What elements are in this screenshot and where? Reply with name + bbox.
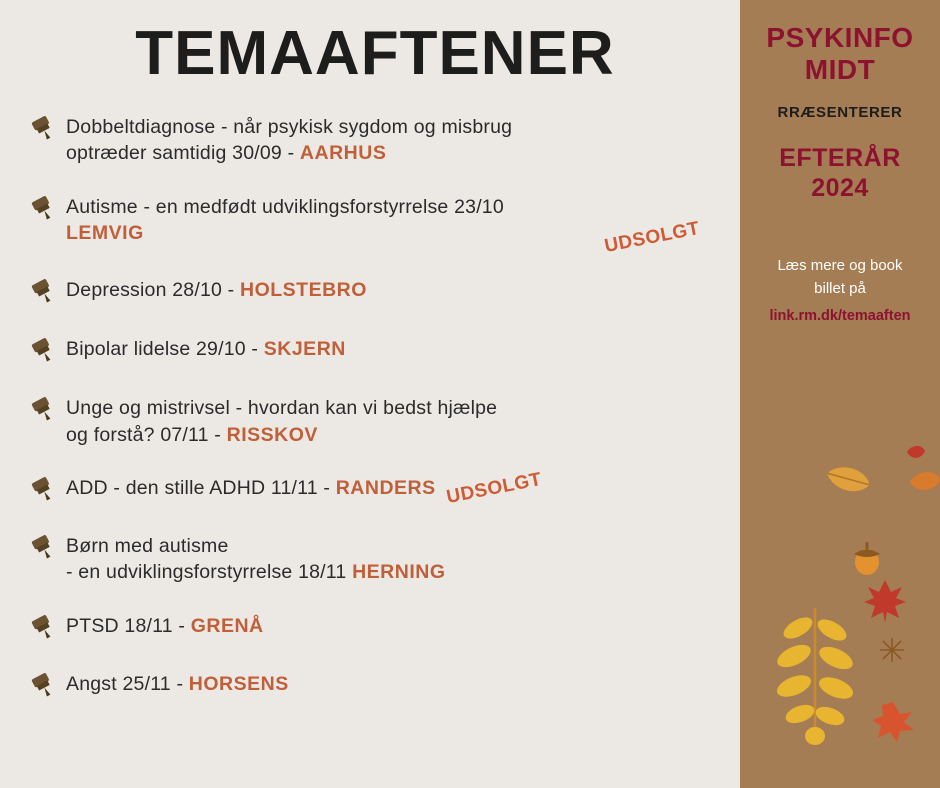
presents-label: RRÆSENTERER bbox=[777, 104, 903, 122]
event-list bbox=[0, 113, 740, 700]
acorn-icon bbox=[850, 538, 884, 581]
booking-info bbox=[740, 255, 940, 328]
event-text bbox=[66, 468, 544, 508]
pushpin-icon bbox=[26, 396, 66, 424]
event-line-2: - en udviklingsforstyrrelse 18/11 bbox=[66, 561, 353, 584]
sold-out-badge: UDSOLGT bbox=[444, 468, 544, 508]
twig-icon bbox=[878, 636, 906, 669]
pushpin-icon bbox=[26, 337, 66, 365]
event-line-1: Unge og mistrivsel - hvordan kan vi bedst hjælpe bbox=[66, 397, 498, 420]
event-line-1: Bipolar lidelse 29/10 - bbox=[66, 338, 264, 361]
brand-line-1: PSYKINFO bbox=[766, 22, 914, 53]
event-line-2: og forstå? 07/11 - bbox=[66, 423, 227, 446]
season-line-2: 2024 bbox=[811, 174, 869, 203]
pushpin-icon bbox=[26, 115, 66, 143]
event-line-1: Angst 25/11 - bbox=[66, 672, 189, 695]
leaf-icon bbox=[870, 700, 916, 749]
pushpin-icon bbox=[26, 672, 66, 700]
pushpin-icon bbox=[26, 195, 66, 223]
event-place: RANDERS bbox=[335, 476, 436, 499]
maple-leaf-icon bbox=[862, 578, 908, 629]
event-text bbox=[66, 276, 367, 303]
list-item[interactable] bbox=[26, 468, 716, 508]
event-line-1: Børn med autisme bbox=[66, 534, 229, 557]
list-item[interactable] bbox=[26, 335, 716, 365]
list-item[interactable] bbox=[26, 670, 716, 700]
event-place: SKJERN bbox=[263, 338, 346, 361]
event-place: RISSKOV bbox=[226, 423, 318, 446]
event-place: HERNING bbox=[352, 561, 446, 584]
season-line-1: EFTERÅR bbox=[779, 144, 901, 173]
booking-link[interactable]: link.rm.dk/temaaften bbox=[769, 308, 911, 325]
compound-leaf-icon bbox=[770, 600, 860, 755]
booking-info-line-2: billet på bbox=[814, 279, 866, 297]
event-place: LEMVIG bbox=[66, 221, 144, 244]
event-text bbox=[66, 394, 497, 448]
event-place: HOLSTEBRO bbox=[239, 279, 367, 302]
list-item[interactable] bbox=[26, 276, 716, 306]
pushpin-icon bbox=[26, 278, 66, 306]
event-text bbox=[66, 193, 504, 247]
brand-title bbox=[740, 22, 940, 86]
pushpin-icon bbox=[26, 476, 66, 504]
event-text bbox=[66, 612, 264, 639]
brand-line-2: MIDT bbox=[804, 54, 876, 86]
event-text bbox=[66, 532, 446, 586]
event-place: HORSENS bbox=[188, 672, 289, 695]
event-text bbox=[66, 335, 346, 362]
list-item[interactable] bbox=[26, 113, 716, 167]
event-line-1: Dobbeltdiagnose - når psykisk sygdom og misbrug bbox=[66, 116, 513, 138]
event-line-1: Depression 28/10 - bbox=[66, 279, 240, 302]
page-title: TEMAAFTENER bbox=[135, 19, 615, 88]
leaf-icon bbox=[822, 460, 874, 505]
sold-out-badge: UDSOLGT bbox=[602, 217, 702, 257]
event-line-1: Autisme - en medfødt udviklingsforstyrrelse 23/10 bbox=[66, 195, 504, 218]
event-text bbox=[66, 113, 512, 167]
season-label bbox=[740, 143, 940, 203]
list-item[interactable] bbox=[26, 612, 716, 642]
event-line-1: PTSD 18/11 - bbox=[66, 614, 191, 637]
list-item[interactable] bbox=[26, 193, 716, 257]
event-place: GRENÅ bbox=[190, 614, 264, 637]
list-item[interactable] bbox=[26, 394, 716, 448]
list-item[interactable] bbox=[26, 532, 716, 586]
leaf-icon bbox=[908, 466, 940, 501]
pushpin-icon bbox=[26, 534, 66, 562]
sidebar bbox=[740, 0, 940, 788]
event-line-1: ADD - den stille ADHD 11/11 - bbox=[66, 476, 336, 499]
event-text bbox=[66, 670, 289, 697]
small-leaf-icon bbox=[906, 442, 926, 467]
pushpin-icon bbox=[26, 614, 66, 642]
booking-info-line-1: Læs mere og book bbox=[777, 257, 903, 275]
event-line-2: optræder samtidig 30/09 - bbox=[66, 142, 300, 165]
event-place: AARHUS bbox=[299, 142, 387, 165]
